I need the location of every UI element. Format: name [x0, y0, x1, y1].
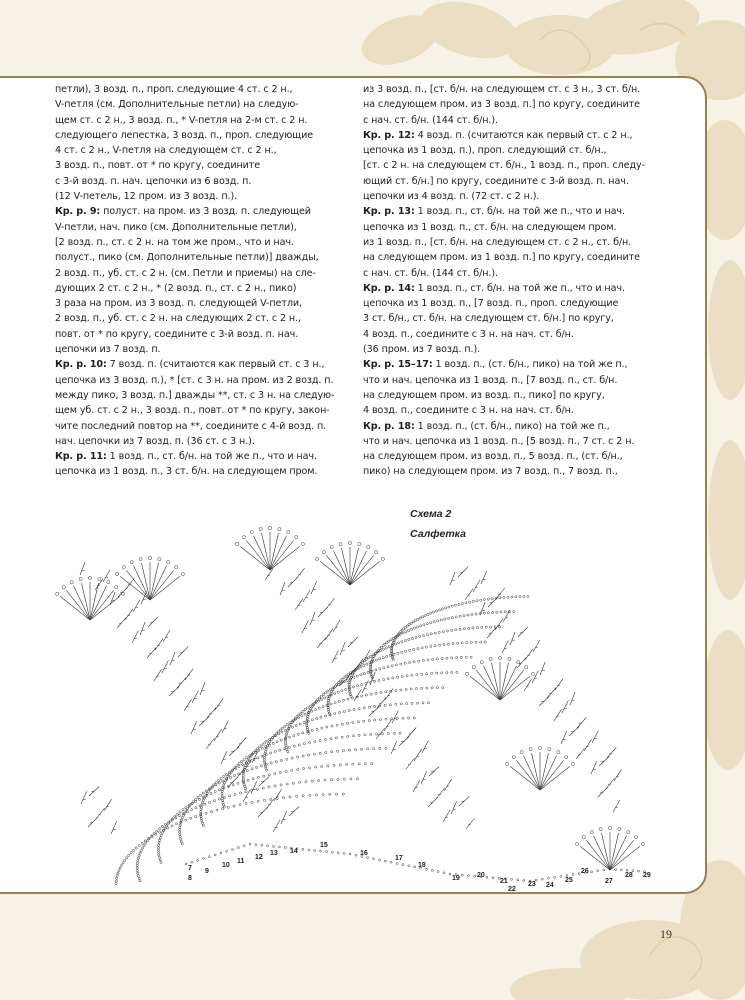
row-number: 18: [418, 862, 426, 869]
text-line: щем ст. с 2 н., 3 возд. п., * V-петля на 2-м ст. с 2 н.: [55, 114, 308, 126]
text-line: ющий ст. б/н.] по кругу, соедините с 3-й возд. п. нач.: [363, 175, 629, 187]
text-column-left: [55, 82, 345, 480]
text-line: цепочка из 1 возд. п., [7 возд. п., проп. следующие: [363, 298, 619, 310]
text-line: из 1 возд. п., [ст. б/н. на следующем ст. с 2 н., ст. б/н.: [363, 236, 632, 248]
row-number: 25: [565, 877, 573, 884]
row-number: 17: [395, 855, 403, 862]
text-line: V-петли, нач. пико (см. Дополнительные петли),: [55, 221, 297, 233]
text-line: цепочки из 4 возд. п. (72 ст. с 2 н.).: [363, 191, 540, 203]
row-number: 9: [205, 868, 209, 875]
text-line: (36 пром. из 7 возд. п.).: [363, 344, 481, 356]
text-line: Кр. р. 14: 1 возд. п., ст. б/н. на той же п., что и нач.: [363, 282, 625, 294]
row-number: 27: [605, 878, 613, 885]
text-line: 2 возд. п., уб. ст. с 2 н. (см. Петли и приемы) на сле-: [55, 267, 316, 279]
text-line: следующего лепестка, 3 возд. п., проп. следующие: [55, 129, 314, 141]
text-line: с 3-й возд. п. нач. цепочки из 6 возд. п.: [55, 175, 252, 187]
text-line: 4 возд. п., соедините с 3 н. на нач. ст. б/н.: [363, 328, 574, 340]
text-line: 4 ст. с 2 н., V-петля на следующем ст. с 2 н.,: [55, 145, 277, 157]
page-number: 19: [660, 927, 672, 941]
scheme-subtitle: Салфетка: [410, 528, 466, 540]
text-line: полуст., пико (см. Дополнительные петли)] дважды,: [55, 252, 319, 264]
text-line: [ст. с 2 н. на следующем ст. б/н., 1 возд. п., проп. следу-: [363, 160, 645, 172]
text-line: чите последний повтор на **, соедините с 4-й возд. п.: [55, 420, 327, 432]
text-line: цепочка из 1 возд. п.), проп. следующий ст. б/н.,: [363, 145, 607, 157]
row-number: 10: [222, 862, 230, 869]
row-number: 21: [500, 878, 508, 885]
row-number: 13: [270, 850, 278, 857]
text-line: цепочка из 3 возд. п.), * [ст. с 3 н. на пром. из 2 возд. п.: [55, 374, 334, 386]
crochet-diagram: [50, 495, 660, 895]
text-line: Кр. р. 12: 4 возд. п. (считаются как первый ст. с 2 н.,: [363, 129, 633, 141]
row-number: 14: [290, 848, 298, 855]
row-number: 8: [188, 875, 192, 882]
row-number: 15: [320, 842, 328, 849]
text-line: с нач. ст. б/н. (144 ст. б/н.).: [363, 267, 498, 279]
text-line: 2 возд. п., уб. ст. с 2 н. на следующих 2 ст. с 2 н.,: [55, 313, 301, 325]
text-line: цепочка из 1 возд. п., ст. б/н. на следующем пром.: [363, 221, 617, 233]
text-line: щем уб. ст. с 2 н., 3 возд. п., повт. от * по кругу, закон-: [55, 405, 330, 417]
row-number: 16: [360, 850, 368, 857]
text-line: Кр. р. 13: 1 возд. п., ст. б/н. на той же п., что и нач.: [363, 206, 625, 218]
text-line: Кр. р. 9: полуст. на пром. из 3 возд. п. следующей: [55, 206, 311, 218]
row-number: 19: [452, 875, 460, 882]
scheme-title: Схема 2: [410, 508, 452, 520]
text-line: (12 V-петель, 12 пром. из 3 возд. п.).: [55, 191, 238, 203]
text-line: что и нач. цепочка из 1 возд. п., [5 возд. п., 7 ст. с 2 н.: [363, 435, 635, 447]
text-line: Кр. р. 15–17: 1 возд. п., (ст. б/н., пико) на той же п.,: [363, 359, 628, 371]
text-line: пико) на следующем пром. из 7 возд. п., 7 возд. п.,: [363, 466, 618, 478]
text-line: на следующем пром. из 3 возд. п.] по кругу, соедините: [363, 99, 640, 111]
text-line: что и нач. цепочка из 1 возд. п., [7 возд. п., ст. б/н.: [363, 374, 618, 386]
text-line: из 3 возд. п., [ст. б/н. на следующем ст. с 3 н., 3 ст. б/н.: [363, 84, 641, 95]
row-number: 7: [188, 865, 192, 872]
row-number: 22: [508, 886, 516, 893]
text-column-right: [363, 82, 663, 480]
text-line: цепочка из 1 возд. п., 3 ст. б/н. на следующем пром.: [55, 466, 318, 478]
text-line: Кр. р. 11: 1 возд. п., ст. б/н. на той же п., что и нач.: [55, 451, 317, 463]
row-number: 20: [477, 872, 485, 879]
text-line: Кр. р. 18: 1 возд. п., (ст. б/н., пико) на той же п.,: [363, 420, 610, 432]
row-number: 26: [581, 868, 589, 875]
text-line: 3 раза на пром. из 3 возд. п. следующей V-петли,: [55, 298, 302, 310]
text-line: между пико, 3 возд. п.] дважды **, ст. с 3 н. на следую-: [55, 389, 335, 401]
row-number: 12: [255, 854, 263, 861]
text-line: нач. цепочки из 7 возд. п. (36 ст. с 3 н.).: [55, 435, 255, 447]
text-line: на следующем пром. из возд. п., 5 возд. п., (ст. б/н.,: [363, 451, 623, 463]
row-number: 28: [625, 872, 633, 879]
row-number: 29: [643, 872, 651, 879]
row-number: 24: [546, 882, 554, 889]
text-line: с нач. ст. б/н. (144 ст. б/н.).: [363, 114, 498, 126]
text-line: цепочки из 7 возд. п.: [55, 344, 161, 356]
text-line: 4 возд. п., соедините с 3 н. на нач. ст. б/н.: [363, 405, 574, 417]
text-line: Кр. р. 10: 7 возд. п. (считаются как первый ст. с 3 н.,: [55, 359, 325, 371]
row-number: 11: [237, 858, 245, 865]
text-line: повт. от * по кругу, соедините с 3-й возд. п. нач.: [55, 328, 299, 340]
row-number: 23: [528, 881, 536, 888]
text-line: V-петля (см. Дополнительные петли) на следую-: [55, 99, 299, 111]
text-line: на следующем пром. из 1 возд. п.] по кругу, соедините: [363, 252, 640, 264]
text-line: [2 возд. п., ст. с 2 н. на том же пром., что и нач.: [55, 236, 294, 248]
text-line: 3 возд. п., повт. от * по кругу, соедините: [55, 160, 261, 172]
text-line: 3 ст. б/н., ст. б/н. на следующем ст. б/н.] по кругу,: [363, 313, 614, 325]
text-line: дующих 2 ст. с 2 н., * (2 возд. п., ст. с 2 н., пико): [55, 282, 297, 294]
text-line: на следующем пром. из возд. п., пико] по кругу,: [363, 389, 605, 401]
text-line: петли), 3 возд. п., проп. следующие 4 ст. с 2 н.,: [55, 84, 293, 95]
